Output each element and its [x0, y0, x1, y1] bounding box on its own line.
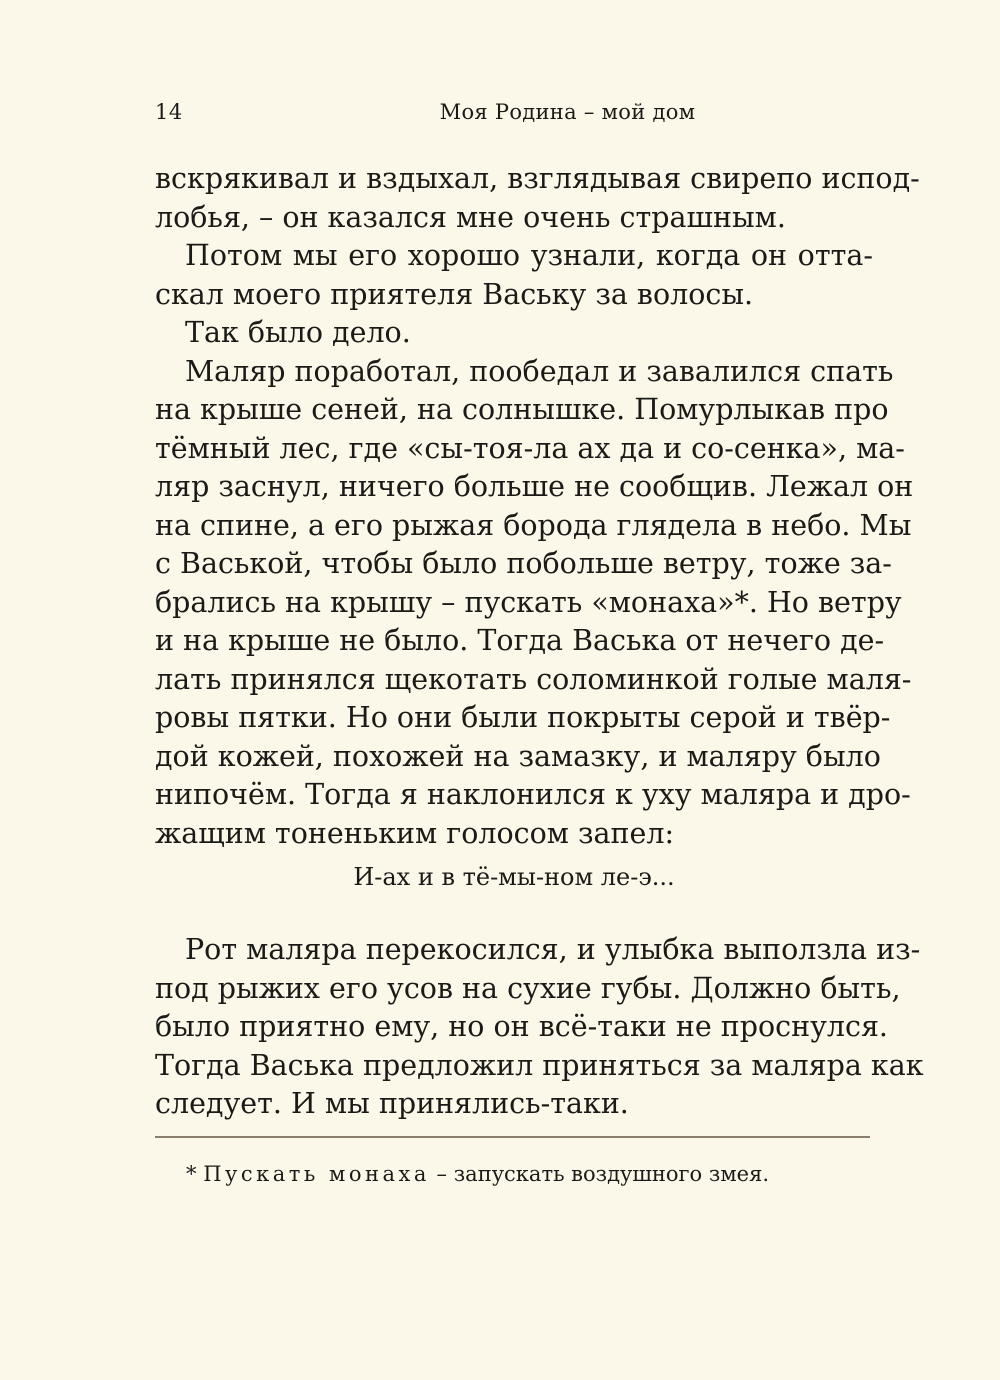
- text-line: вскрякивал и вздыхал, взглядывая свирепо испод-: [155, 162, 920, 195]
- text-line: Маляр поработал, пообедал и завалился спать: [185, 354, 894, 388]
- text-line: и на крыше не было. Тогда Васька от нечего де-: [155, 624, 885, 657]
- text-line: лать принялся щекотать соломинкой голые маля-: [155, 662, 912, 696]
- text-line: дой кожей, похожей на замазку, и маляру было: [155, 739, 881, 773]
- text-line: Так было дело.: [185, 316, 411, 349]
- footnote-term: Пускать монаха: [203, 1162, 430, 1186]
- text-line: Тогда Васька предложил приняться за маляра как: [155, 1048, 924, 1082]
- text-line: ровы пятки. Но они были покрыты серой и твёр-: [155, 701, 891, 734]
- text-line: тёмный лес, где «сы-тоя-ла ах да и со-сенка», ма-: [155, 431, 905, 465]
- text-line: ляр заснул, ничего больше не сообщив. Лежал он: [155, 470, 914, 503]
- text-line: на крыше сеней, на солнышке. Помурлыкав про: [155, 393, 889, 426]
- text-line: жащим тоненьким голосом запел:: [155, 816, 675, 850]
- text-line: с Васькой, чтобы было побольше ветру, тоже за-: [155, 547, 892, 580]
- text-line: лобья, – он казался мне очень страшным.: [155, 200, 786, 234]
- body-text-part1: [155, 160, 920, 853]
- text-line: скал моего приятеля Ваську за волосы.: [155, 277, 754, 311]
- text-line: Потом мы его хорошо узнали, когда он отта-: [185, 239, 873, 272]
- text-line: следует. И мы принялись-таки.: [155, 1087, 629, 1120]
- body-text-part2: [155, 931, 924, 1124]
- text-line: на спине, а его рыжая борода глядела в небо. Мы: [155, 508, 912, 542]
- footnote-divider: [155, 1136, 870, 1138]
- footnote-definition: – запускать воздушного змея.: [436, 1162, 770, 1186]
- footnote-marker: *: [186, 1162, 197, 1186]
- text-line: нипочём. Тогда я наклонился к уху маляра и дро-: [155, 778, 911, 811]
- page-header: [155, 100, 870, 130]
- running-title: Моя Родина – мой дом: [439, 100, 696, 124]
- text-line: было приятно ему, но он всё-таки не проснулся.: [155, 1010, 888, 1043]
- footnote: [186, 1160, 769, 1188]
- page-number: 14: [155, 100, 183, 124]
- text-line: Рот маляра перекосился, и улыбка выползла из-: [185, 933, 921, 966]
- text-line: под рыжих его усов на сухие губы. Должно быть,: [155, 971, 901, 1005]
- verse-line: И-ах и в тё-мы-ном ле-э...: [353, 863, 675, 891]
- text-line: брались на крышу – пускать «монаха»*. Но ветру: [155, 585, 902, 619]
